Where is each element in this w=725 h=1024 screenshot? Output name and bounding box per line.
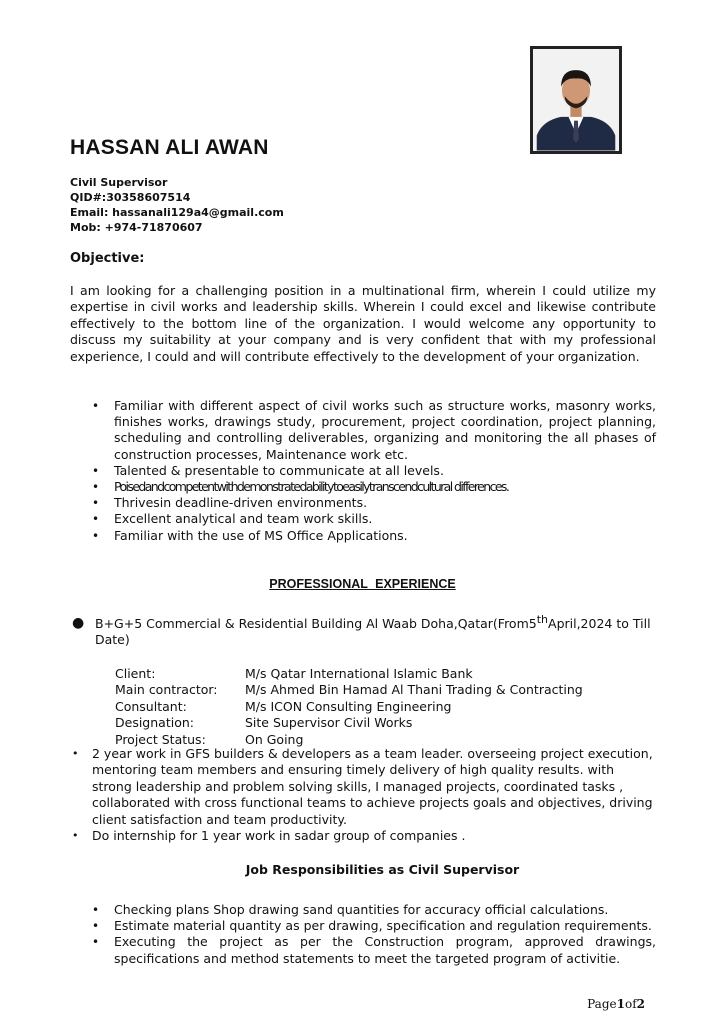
profile-photo [530,46,622,154]
detail-value: Site Supervisor Civil Works [245,715,413,731]
detail-key: Main contractor: [115,682,218,698]
detail-value: M/s Qatar International Islamic Bank [245,666,473,681]
detail-row [115,666,583,682]
detail-key: Project Status: [115,731,206,747]
detail-value: M/s Ahmed Bin Hamad Al Thani Trading & Contracting [245,682,583,698]
mobile-number: Mob: +974-71870607 [70,221,203,234]
list-item: • Poisedandcompetentwithdemonstratedabilitytoeasilytranscendcultural differences. [92,479,656,495]
list-item: • Do internship for 1 year work in sadar group of companies . [72,828,656,844]
detail-row [115,699,583,715]
list-item: • Estimate material quantity as per drawing, specification and regulation requirements. [92,918,656,934]
list-item: • Thrivesin deadline-driven environments. [92,495,656,511]
objective-text: I am looking for a challenging position in a multinational firm, wherein I could utilize my expertise in civil works and leadership skills. Wherein I could excel and likewise contribute effectively to the bottom line of the organization. I would welcome any opportunity to discuss my suitability at your company and is very confident that with my professional experience, I could and will contribute effectively to the development of your organization. [70,283,656,364]
contact-block [70,175,284,235]
detail-row [115,715,583,731]
job-title: Civil Supervisor [70,176,168,189]
detail-row [115,682,583,698]
person-portrait-icon [533,49,619,151]
project-details [115,666,583,748]
project-entry [72,612,656,649]
detail-value: M/s ICON Consulting Engineering [245,698,452,714]
bullet-icon: ● [72,615,85,631]
detail-value: On Going [245,731,304,747]
list-item: • Excellent analytical and team work skills. [92,511,656,527]
objective-heading: Objective: [70,251,145,266]
list-item: • Executing the project as per the Construction program, approved drawings, specifications and method statements to meet the targeted program of activitie. [92,934,656,966]
list-item: • 2 year work in GFS builders & developers as a team leader. overseeing project execution, mentoring team members and ensuring timely delivery of high quality results. with strong leadership and problem solving skills, I managed projects, coordinated tasks , collaborated with cross functional teams to achieve projects goals and objectives, driving client satisfaction and team productivity. [72,746,656,828]
qid-number: QID#:30358607514 [70,191,191,204]
email-address: Email: hassanali129a4@gmail.com [70,206,284,219]
responsibilities-list [92,902,656,967]
page-number: Page1of2 [587,997,645,1011]
list-item: • Familiar with different aspect of civil works such as structure works, masonry works, finishes works, drawings study, procurement, project coordination, project planning, scheduling and controlling deliverables, organizing and monitoring the all phases of construction processes, Maintenance work etc. [92,398,656,463]
other-experience-list [72,746,656,844]
list-item: • Talented & presentable to communicate at all levels. [92,463,656,479]
list-item: • Familiar with the use of MS Office Applications. [92,528,656,544]
skills-list [92,398,656,544]
detail-key: Designation: [115,715,194,731]
detail-key: Client: [115,666,156,681]
responsibilities-heading: Job Responsibilities as Civil Supervisor [245,862,520,877]
experience-heading: PROFESSIONAL EXPERIENCE [269,577,456,591]
detail-key: Consultant: [115,698,187,714]
list-item: • Checking plans Shop drawing sand quantities for accuracy official calculations. [92,902,656,918]
candidate-name: HASSAN ALI AWAN [70,136,269,159]
project-title: B+G+5 Commercial & Residential Building Al Waab Doha,Qatar(From5thApril,2024 to Till Date) [95,612,651,648]
